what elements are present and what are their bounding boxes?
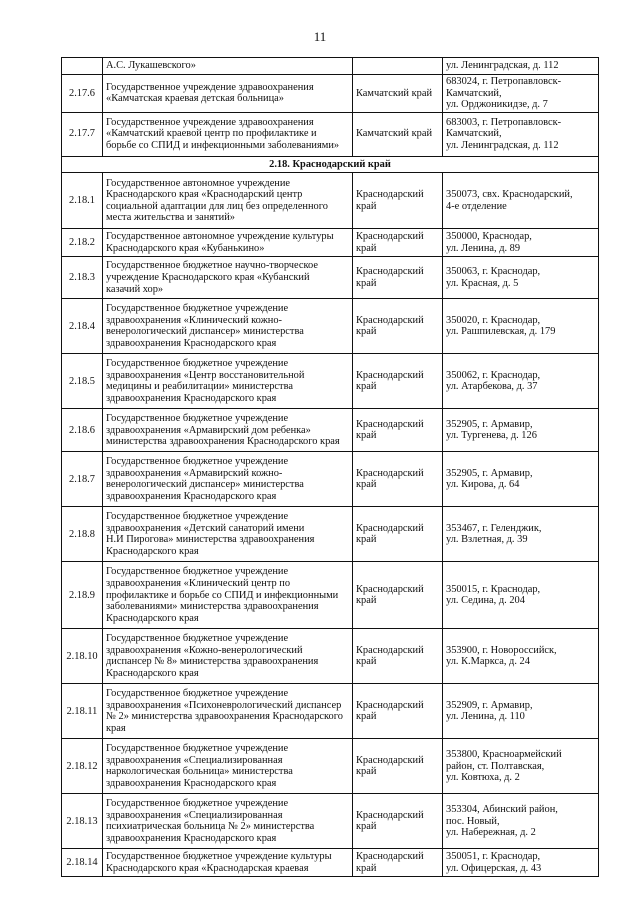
region-cell: Краснодарский край [353, 409, 443, 452]
row-number-cell: 2.18.8 [62, 507, 103, 562]
address-cell: 353467, г. Геленджик, ул. Взлетная, д. 39 [443, 507, 599, 562]
table-row [62, 629, 599, 684]
organization-cell: Государственное бюджетное учреждение здравоохранения «Специализированная психиатрическая больница № 2» министерства здравоохранения Краснодарского края [103, 794, 353, 849]
row-number-cell: 2.18.13 [62, 794, 103, 849]
row-number-cell: 2.18.2 [62, 229, 103, 257]
organization-cell: Государственное бюджетное учреждение здравоохранения «Клинический кожно- венерологический диспансер» министерства здравоохранения Краснодарского края [103, 299, 353, 354]
organization-cell: Государственное бюджетное учреждение здравоохранения «Клинический центр по профилактике и борьбе со СПИД и инфекционными заболеваниями» министерства здравоохранения Краснодарского края [103, 562, 353, 629]
organization-cell: Государственное бюджетное учреждение культуры Краснодарского края «Краснодарская краевая [103, 849, 353, 877]
row-number-cell: 2.18.11 [62, 684, 103, 739]
address-cell: 353900, г. Новороссийск, ул. К.Маркса, д. 24 [443, 629, 599, 684]
section-title: 2.18. Краснодарский край [62, 156, 599, 173]
section-header-row [62, 156, 599, 173]
address-cell: 350063, г. Краснодар, ул. Красная, д. 5 [443, 257, 599, 299]
row-number-cell: 2.18.3 [62, 257, 103, 299]
organization-cell: Государственное бюджетное научно-творческое учреждение Краснодарского края «Кубанский казачий хор» [103, 257, 353, 299]
address-cell: 350062, г. Краснодар, ул. Атарбекова, д. 37 [443, 354, 599, 409]
organization-cell: Государственное бюджетное учреждение здравоохранения «Психоневрологический диспансер № 2» министерства здравоохранения Краснодарского края [103, 684, 353, 739]
table-row [62, 849, 599, 877]
table-row [62, 58, 599, 75]
row-number-cell: 2.18.5 [62, 354, 103, 409]
table-row [62, 452, 599, 507]
registry-table [61, 57, 599, 877]
organization-cell: Государственное учреждение здравоохранения «Камчатская краевая детская больница» [103, 75, 353, 113]
organization-cell: Государственное бюджетное учреждение здравоохранения «Армавирский кожно- венерологический диспансер» министерства здравоохранения Краснодарского края [103, 452, 353, 507]
address-cell: 350020, г. Краснодар, ул. Рашпилевская, д. 179 [443, 299, 599, 354]
table-row [62, 684, 599, 739]
region-cell: Краснодарский край [353, 173, 443, 229]
organization-cell: Государственное бюджетное учреждение здравоохранения «Кожно-венерологический диспансер № 8» министерства здравоохранения Краснодарского края [103, 629, 353, 684]
address-cell: 353800, Красноармейский район, ст. Полтавская, ул. Ковтюха, д. 2 [443, 739, 599, 794]
region-cell: Камчатский край [353, 75, 443, 113]
region-cell: Краснодарский край [353, 452, 443, 507]
region-cell: Краснодарский край [353, 562, 443, 629]
region-cell: Краснодарский край [353, 257, 443, 299]
row-number-cell: 2.18.4 [62, 299, 103, 354]
table-row [62, 75, 599, 113]
address-cell: 350015, г. Краснодар, ул. Седина, д. 204 [443, 562, 599, 629]
table-row [62, 112, 599, 156]
organization-cell: Государственное бюджетное учреждение здравоохранения «Армавирский дом ребенка» министерства здравоохранения Краснодарского края [103, 409, 353, 452]
organization-cell: Государственное бюджетное учреждение здравоохранения «Специализированная наркологическая больница» министерства здравоохранения Краснодарского края [103, 739, 353, 794]
organization-cell: Государственное автономное учреждение культуры Краснодарского края «Кубанькино» [103, 229, 353, 257]
table-row [62, 229, 599, 257]
address-cell: 353304, Абинский район, пос. Новый, ул. Набережная, д. 2 [443, 794, 599, 849]
row-number-cell: 2.18.14 [62, 849, 103, 877]
page-number: 11 [313, 29, 327, 44]
organization-cell: Государственное бюджетное учреждение здравоохранения «Центр восстановительной медицины и реабилитации» министерства здравоохранения Краснодарского края [103, 354, 353, 409]
row-number-cell: 2.18.1 [62, 173, 103, 229]
row-number-cell: 2.18.9 [62, 562, 103, 629]
table-row [62, 257, 599, 299]
table-row [62, 507, 599, 562]
region-cell: Камчатский край [353, 112, 443, 156]
region-cell: Краснодарский край [353, 229, 443, 257]
organization-cell: А.С. Лукашевского» [103, 58, 353, 75]
table-row [62, 299, 599, 354]
row-number-cell: 2.17.6 [62, 75, 103, 113]
address-cell: ул. Ленинградская, д. 112 [443, 58, 599, 75]
address-cell: 683024, г. Петропавловск- Камчатский, ул. Орджоникидзе, д. 7 [443, 75, 599, 113]
region-cell: Краснодарский край [353, 684, 443, 739]
row-number-cell: 2.17.7 [62, 112, 103, 156]
address-cell: 350073, свх. Краснодарский, 4-е отделение [443, 173, 599, 229]
table-row [62, 739, 599, 794]
address-cell: 352905, г. Армавир, ул. Кирова, д. 64 [443, 452, 599, 507]
table-row [62, 562, 599, 629]
region-cell: Краснодарский край [353, 507, 443, 562]
table-row [62, 173, 599, 229]
registry-table-body [62, 58, 599, 877]
address-cell: 350051, г. Краснодар, ул. Офицерская, д. 43 [443, 849, 599, 877]
region-cell: Краснодарский край [353, 739, 443, 794]
region-cell [353, 58, 443, 75]
address-cell: 352909, г. Армавир, ул. Ленина, д. 110 [443, 684, 599, 739]
region-cell: Краснодарский край [353, 354, 443, 409]
address-cell: 683003, г. Петропавловск- Камчатский, ул. Ленинградская, д. 112 [443, 112, 599, 156]
table-row [62, 409, 599, 452]
region-cell: Краснодарский край [353, 299, 443, 354]
row-number-cell: 2.18.6 [62, 409, 103, 452]
region-cell: Краснодарский край [353, 794, 443, 849]
region-cell: Краснодарский край [353, 849, 443, 877]
row-number-cell: 2.18.12 [62, 739, 103, 794]
organization-cell: Государственное учреждение здравоохранения «Камчатский краевой центр по профилактике и борьбе со СПИД и инфекционными заболеваниями» [103, 112, 353, 156]
table-row [62, 794, 599, 849]
region-cell: Краснодарский край [353, 629, 443, 684]
organization-cell: Государственное автономное учреждение Краснодарского края «Краснодарский центр социальной адаптации для лиц без определенного места жительства и занятий» [103, 173, 353, 229]
address-cell: 350000, Краснодар, ул. Ленина, д. 89 [443, 229, 599, 257]
row-number-cell [62, 58, 103, 75]
table-row [62, 354, 599, 409]
organization-cell: Государственное бюджетное учреждение здравоохранения «Детский санаторий имени Н.И Пирогова» министерства здравоохранения Краснодарского края [103, 507, 353, 562]
address-cell: 352905, г. Армавир, ул. Тургенева, д. 126 [443, 409, 599, 452]
row-number-cell: 2.18.10 [62, 629, 103, 684]
row-number-cell: 2.18.7 [62, 452, 103, 507]
